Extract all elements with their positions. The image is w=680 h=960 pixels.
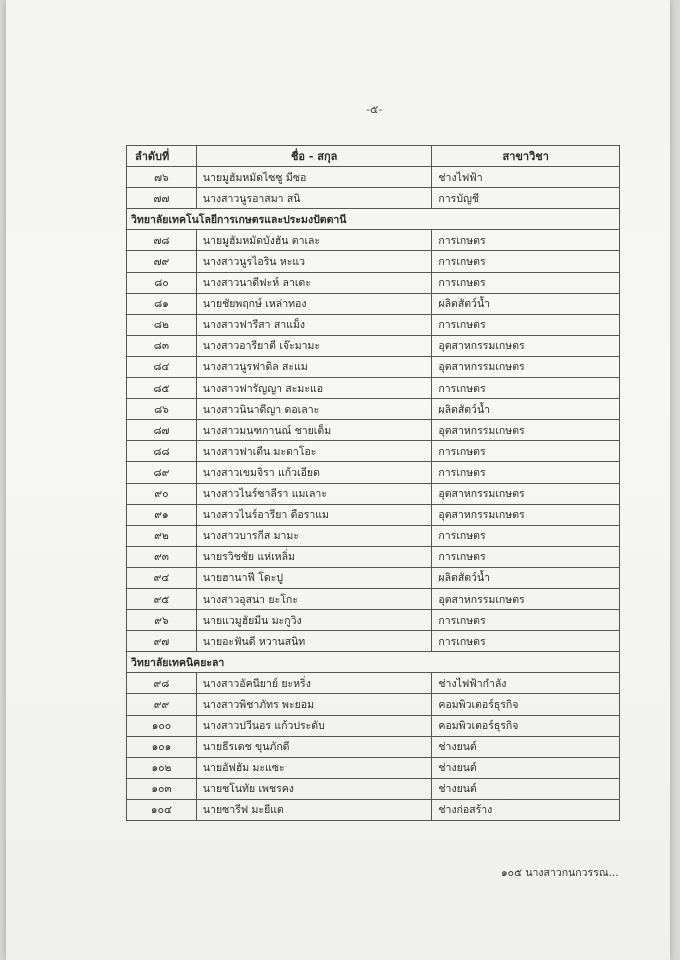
major-cell: ช่างไฟฟ้ากำลัง xyxy=(432,673,620,694)
name-cell: นางสาวนินาดีญา ดอเลาะ xyxy=(196,399,432,420)
table-row xyxy=(127,757,620,778)
table-row xyxy=(127,230,620,251)
order-cell: ๑๐๓ xyxy=(127,778,197,799)
order-cell: ๙๐ xyxy=(127,483,197,504)
table-row xyxy=(127,610,620,631)
table-row xyxy=(127,335,620,356)
name-cell: นางสาวฟารีสา สาแม็ง xyxy=(196,314,432,335)
major-cell: การเกษตร xyxy=(432,441,620,462)
major-cell: ช่างยนต์ xyxy=(432,736,620,757)
table-row xyxy=(127,293,620,314)
table-row xyxy=(127,378,620,399)
major-cell: การเกษตร xyxy=(432,251,620,272)
major-cell: ช่างก่อสร้าง xyxy=(432,799,620,820)
order-cell: ๗๘ xyxy=(127,230,197,251)
name-cell: นายอะฟันดี หวานสนิท xyxy=(196,631,432,652)
major-cell: การบัญชี xyxy=(432,188,620,209)
order-cell: ๑๐๐ xyxy=(127,715,197,736)
table-row xyxy=(127,736,620,757)
name-cell: นางสาวอารียาตี เจ๊ะมามะ xyxy=(196,335,432,356)
major-cell: ช่างยนต์ xyxy=(432,778,620,799)
order-cell: ๙๙ xyxy=(127,694,197,715)
table-header-row xyxy=(127,146,620,167)
name-cell: นางสาวบารกีส มามะ xyxy=(196,525,432,546)
major-cell: อุตสาหกรรมเกษตร xyxy=(432,356,620,377)
name-cell: นายธีรเดช ขุนภักดี xyxy=(196,736,432,757)
name-cell: นางสาวฟารัญญา สะมะแอ xyxy=(196,378,432,399)
order-cell: ๘๐ xyxy=(127,272,197,293)
name-cell: นายฮานาฟี โดะปู xyxy=(196,567,432,588)
name-cell: นายอัฟฮัม มะแซะ xyxy=(196,757,432,778)
table-row xyxy=(127,399,620,420)
order-cell: ๑๐๔ xyxy=(127,799,197,820)
name-cell: นางสาวมนฑกานณ์ ชายเต็ม xyxy=(196,420,432,441)
major-cell: อุตสาหกรรมเกษตร xyxy=(432,504,620,525)
header-name: ชื่อ - สกุล xyxy=(196,146,432,167)
section-title: วิทยาลัยเทคนิคยะลา xyxy=(127,652,620,673)
table-row xyxy=(127,420,620,441)
table-row xyxy=(127,715,620,736)
table-row xyxy=(127,799,620,820)
table-row xyxy=(127,504,620,525)
name-cell: นางสาวฟาเตีน มะดาโอะ xyxy=(196,441,432,462)
major-cell: การเกษตร xyxy=(432,546,620,567)
major-cell: คอมพิวเตอร์ธุรกิจ xyxy=(432,694,620,715)
major-cell: อุตสาหกรรมเกษตร xyxy=(432,420,620,441)
section-header-row xyxy=(127,652,620,673)
name-cell: นางสาวไนร์อารียา ดือราแม xyxy=(196,504,432,525)
order-cell: ๘๘ xyxy=(127,441,197,462)
name-cell: นางสาวพิชาภัทร พะยอม xyxy=(196,694,432,715)
order-cell: ๘๗ xyxy=(127,420,197,441)
document-page xyxy=(6,0,670,960)
name-cell: นางสาวไนร์ซาลีรา แมเลาะ xyxy=(196,483,432,504)
table-row xyxy=(127,483,620,504)
name-cell: นางสาวเขมจิรา แก้วเอียด xyxy=(196,462,432,483)
major-cell: ผลิตสัตว์น้ำ xyxy=(432,567,620,588)
name-cell: นายชโนทัย เพชรคง xyxy=(196,778,432,799)
order-cell: ๘๔ xyxy=(127,356,197,377)
order-cell: ๙๕ xyxy=(127,588,197,609)
order-cell: ๙๔ xyxy=(127,567,197,588)
header-major: สาขาวิชา xyxy=(432,146,620,167)
table-row xyxy=(127,167,620,188)
order-cell: ๘๓ xyxy=(127,335,197,356)
page-number: -๕- xyxy=(366,103,383,116)
table-row xyxy=(127,588,620,609)
major-cell: การเกษตร xyxy=(432,378,620,399)
major-cell: การเกษตร xyxy=(432,272,620,293)
order-cell: ๙๓ xyxy=(127,546,197,567)
order-cell: ๙๑ xyxy=(127,504,197,525)
order-cell: ๘๑ xyxy=(127,293,197,314)
major-cell: อุตสาหกรรมเกษตร xyxy=(432,588,620,609)
major-cell: ช่างไฟฟ้า xyxy=(432,167,620,188)
name-cell: นางสาวปวีนอร แก้วประดับ xyxy=(196,715,432,736)
order-cell: ๗๖ xyxy=(127,167,197,188)
order-cell: ๑๐๑ xyxy=(127,736,197,757)
major-cell: การเกษตร xyxy=(432,314,620,335)
major-cell: ช่างยนต์ xyxy=(432,757,620,778)
section-title: วิทยาลัยเทคโนโลยีการเกษตรและประมงปัตตานี xyxy=(127,209,620,230)
table-row xyxy=(127,631,620,652)
order-cell: ๗๙ xyxy=(127,251,197,272)
table-row xyxy=(127,546,620,567)
table-row xyxy=(127,525,620,546)
student-table xyxy=(126,145,620,821)
table-row xyxy=(127,567,620,588)
table-row xyxy=(127,441,620,462)
name-cell: นายมูฮัมหมัดบังฮัน ตาเละ xyxy=(196,230,432,251)
order-cell: ๙๖ xyxy=(127,610,197,631)
table-row xyxy=(127,251,620,272)
major-cell: การเกษตร xyxy=(432,610,620,631)
continuation-footer: ๑๐๕ นางสาวกนกวรรณ... xyxy=(501,867,619,879)
order-cell: ๘๙ xyxy=(127,462,197,483)
table-row xyxy=(127,272,620,293)
name-cell: นายแวมูฮัยมีน มะกูวิง xyxy=(196,610,432,631)
major-cell: คอมพิวเตอร์ธุรกิจ xyxy=(432,715,620,736)
header-order: ลำดับที่ xyxy=(127,146,197,167)
section-header-row xyxy=(127,209,620,230)
table-row xyxy=(127,314,620,335)
name-cell: นายมูฮัมหมัดไซซู มีซอ xyxy=(196,167,432,188)
order-cell: ๘๒ xyxy=(127,314,197,335)
order-cell: ๙๘ xyxy=(127,673,197,694)
table-row xyxy=(127,694,620,715)
major-cell: ผลิตสัตว์น้ำ xyxy=(432,293,620,314)
name-cell: นายซารีฟ มะยีแต xyxy=(196,799,432,820)
order-cell: ๑๐๒ xyxy=(127,757,197,778)
order-cell: ๗๗ xyxy=(127,188,197,209)
name-cell: นางสาวนาดีฟะห์ ลาเตะ xyxy=(196,272,432,293)
major-cell: การเกษตร xyxy=(432,462,620,483)
major-cell: ผลิตสัตว์น้ำ xyxy=(432,399,620,420)
major-cell: อุตสาหกรรมเกษตร xyxy=(432,483,620,504)
name-cell: นางสาวนูรอาสมา สนิ xyxy=(196,188,432,209)
table-row xyxy=(127,778,620,799)
major-cell: อุตสาหกรรมเกษตร xyxy=(432,335,620,356)
name-cell: นายชัยพฤกษ์ เหล่าทอง xyxy=(196,293,432,314)
major-cell: การเกษตร xyxy=(432,631,620,652)
table-row xyxy=(127,673,620,694)
name-cell: นางสาวนูรฟาดิล สะแม xyxy=(196,356,432,377)
table-row xyxy=(127,462,620,483)
order-cell: ๘๖ xyxy=(127,399,197,420)
order-cell: ๙๒ xyxy=(127,525,197,546)
table-row xyxy=(127,188,620,209)
name-cell: นางสาวอุสนา ยะโกะ xyxy=(196,588,432,609)
name-cell: นายรวิชชัย แห่เหลิ่ม xyxy=(196,546,432,567)
major-cell: การเกษตร xyxy=(432,525,620,546)
major-cell: การเกษตร xyxy=(432,230,620,251)
table-row xyxy=(127,356,620,377)
name-cell: นางสาวนูรไอริน หะแว xyxy=(196,251,432,272)
name-cell: นางสาวอัคนียาย์ ยะหริ่ง xyxy=(196,673,432,694)
order-cell: ๘๕ xyxy=(127,378,197,399)
order-cell: ๙๗ xyxy=(127,631,197,652)
